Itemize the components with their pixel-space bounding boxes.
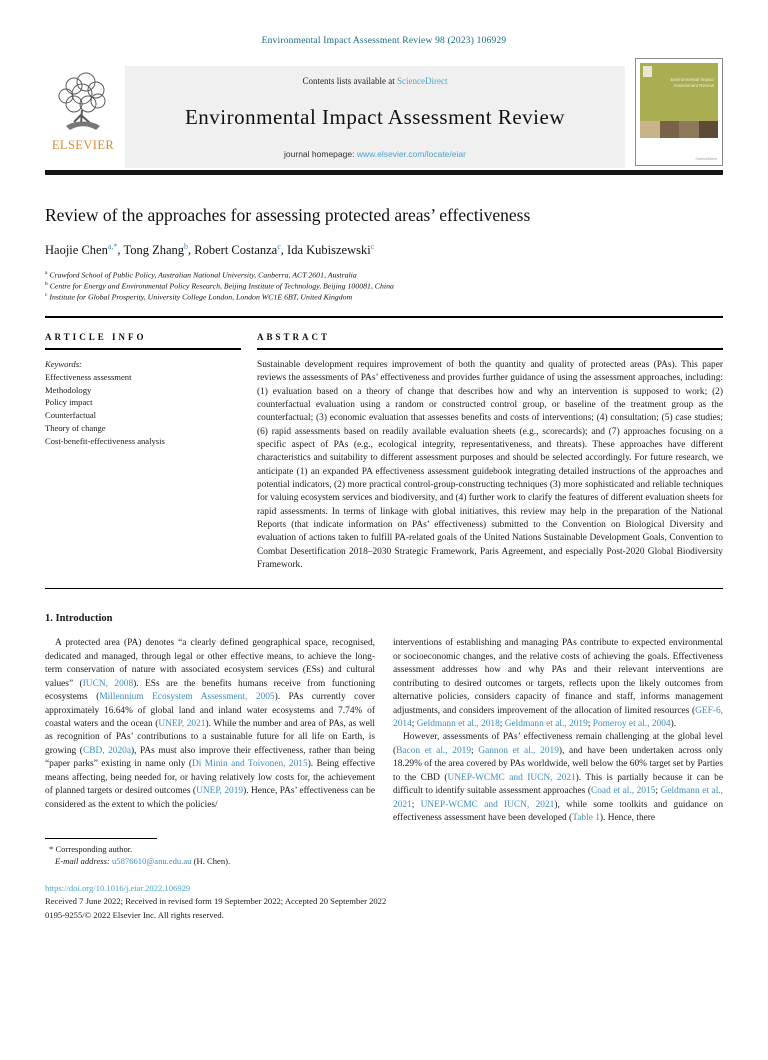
- citation-link[interactable]: Geldmann et al., 2018: [416, 718, 500, 729]
- text-segment: ). ESs are the benefits humans receive from functioning ecosystems (: [45, 678, 376, 703]
- keyword: Effectiveness assessment: [45, 371, 132, 382]
- text-segment: ;: [499, 718, 505, 729]
- author: [287, 243, 374, 257]
- text-segment: However, assessments of PAs’ effectiveness remain challenging at the global level (: [393, 732, 723, 756]
- keywords-block: [45, 358, 257, 448]
- affiliation: $^b$ Centre for Energy and Environmental Policy Research, Beijing Institute of Technology, Beijing 100081, China: [45, 280, 394, 291]
- journal-masthead: [45, 66, 723, 168]
- citation-link[interactable]: Millennium Ecosystem Assessment, 2005: [99, 692, 275, 703]
- author: [194, 243, 287, 257]
- article-info-column: [45, 332, 257, 572]
- author-affiliation-sup[interactable]: c: [277, 242, 281, 251]
- masthead-divider-bar: [45, 170, 723, 175]
- cover-top-panel: [640, 63, 718, 121]
- text-segment: ), and have been undertaken across only 18.29% of the area covered by PAs worldwide, well below the 60% target set by Parties to the CBD (: [393, 745, 724, 783]
- text-segment: ;: [655, 786, 661, 797]
- section-divider-bottom: [45, 588, 723, 589]
- masthead-box: [125, 66, 625, 168]
- cover-publisher-mark-icon: [643, 66, 652, 77]
- affiliation: $^a$ Crawford School of Public Policy, Australian National University, Canberra, ACT 2601, Australia: [45, 270, 357, 280]
- text-segment: A protected area (PA) denotes “a clearly defined geographical space, recognised, dedicated and managed, through legal or other effective means, to achieve the long-term conservation of nature with associated ecosystem services (ESs) and cultural values” (: [45, 638, 375, 689]
- author-name: Ida Kubiszewski: [287, 243, 371, 258]
- text-segment: ;: [587, 718, 593, 729]
- journal-title: Environmental Impact Assessment Review: [184, 105, 565, 129]
- contents-line: [133, 76, 617, 86]
- text-segment: ). Hence, PAs’ effectiveness can be considered as the extent to which the policies/: [45, 786, 375, 810]
- cover-bottom-panel: [640, 138, 718, 162]
- cover-title: Environmental Impact Assessment Review: [670, 77, 714, 88]
- intro-paragraph: [393, 637, 723, 731]
- info-abstract-section: [45, 318, 723, 588]
- journal-homepage-link[interactable]: www.elsevier.com/locate/eiar: [356, 149, 466, 159]
- keyword: Policy impact: [45, 397, 93, 408]
- citation-link[interactable]: Di Minin and Toivonen, 2015: [192, 759, 308, 770]
- email-line: [45, 855, 375, 867]
- citation-link[interactable]: CBD, 2020a: [82, 745, 132, 756]
- text-segment: ). While the number and area of PAs, as well as recognition of PAs’ contributions to a sustainable future for all life on Earth, is growing (: [45, 718, 375, 756]
- elsevier-wordmark: ELSEVIER: [51, 138, 115, 152]
- intro-paragraph: [393, 731, 723, 825]
- citation-link[interactable]: UNEP, 2019: [196, 786, 244, 797]
- affiliation-list: [45, 270, 723, 302]
- sciencedirect-link[interactable]: ScienceDirect: [397, 76, 448, 86]
- citation-link[interactable]: IUCN, 2008: [82, 678, 134, 689]
- author-name: Haojie Chen: [45, 243, 108, 258]
- author-name: Robert Costanza: [194, 243, 278, 258]
- text-segment: ). Being effective means affecting, being needed for, or having relatively low costs for, the achievement of planned targets or desired outcomes (: [45, 759, 375, 797]
- citation-link[interactable]: GEF-6, 2014: [393, 705, 723, 729]
- text-segment: ).: [670, 718, 677, 729]
- doi-link[interactable]: https://doi.org/10.1016/j.eiar.2022.106929: [45, 882, 191, 893]
- article-footer: [45, 882, 723, 922]
- homepage-prefix: journal homepage:: [284, 149, 357, 159]
- contents-prefix: Contents lists available at: [302, 76, 397, 86]
- elsevier-tree-icon: [52, 70, 114, 136]
- text-segment: ;: [411, 799, 421, 810]
- author: [45, 243, 123, 257]
- citation-link[interactable]: Geldmann et al., 2021: [393, 786, 723, 810]
- text-segment: ). This is partially because it can be difficult to identify suitable assessment approaches (: [393, 772, 723, 797]
- citation-link[interactable]: UNEP-WCMC and IUCN, 2021: [420, 799, 555, 810]
- text-segment: E-mail address:: [55, 856, 112, 867]
- text-segment: ). PAs currently cover approximately 16.64% of global land and inland water ecosystems and 7.74% of coastal waters and the ocean (: [45, 692, 375, 729]
- citation-link[interactable]: UNEP, 2021: [158, 718, 206, 729]
- article-info-rule: [45, 348, 241, 350]
- corresponding-author-text: Corresponding author.: [55, 844, 133, 854]
- citation-link[interactable]: UNEP-WCMC and IUCN, 2021: [447, 772, 576, 783]
- text-segment: ), PAs must also improve their effectiveness, rather than being “paper parks” existing in name only (: [45, 745, 375, 770]
- elsevier-logo: [45, 66, 121, 168]
- body-column-right: [393, 637, 723, 868]
- citation-link[interactable]: Pomeroy et al., 2004: [592, 718, 671, 729]
- abstract-text: Sustainable development requires improvement of both the quantity and quality of protected areas (PAs). This paper reviews the assessments of PAs’ effectiveness and provides further guidance of using the assessment approaches, including: (1) evaluation based on a theory of change that describes how and why an intervention is supposed to work; (2) counterfactual evaluation using a random or constructed control group, or baseline of the treatment group as the counterfactual; (3) economic evaluation that assesses benefits and costs of interventions; (4) consultation; (5) case studies; (6) rapid assessments based on readily available evaluation sheets (e.g., scorecards); and (7) approaches focusing on a specific aspect of PAs (e.g., ecological integrity, representativeness, and threats). These approaches have different characteristics and suitability to different assessment purposes and should be selected accordingly. For future research, we anticipate (1) an expanded PA effectiveness assessment guidebook integrating detailed instructions of the approaches and potential indicators, (2) more practical control-group-constructing techniques (3) more sophisticated and reliable techniques for valuing ecosystem services and biodiversity, and (4) further work to clarify the features of different evaluation sheets for rapid assessments. In terms of linkage with global initiatives, this review may help in the preparation of the National Reports (that indicate information on PAs’ effectiveness) submitted to the Convention on Biological Diversity and evaluation of actions taken to fulfill PA-related goals of the United Nations Sustainable Development Goals, Convention to Combat Desertification 2018–2030 Strategic Framework, Paris Agreement, and especially Post-2020 Global Biodiversity Framework.: [257, 359, 723, 570]
- citation-link[interactable]: Gannon et al., 2019: [478, 745, 559, 756]
- cover-footer-mark: ScienceDirect: [695, 157, 717, 161]
- author-affiliation-sup[interactable]: a,*: [107, 242, 118, 251]
- received-dates: Received 7 June 2022; Received in revised form 19 September 2022; Accepted 20 September 2022: [45, 896, 387, 907]
- copyright-line: 0195-9255/© 2022 Elsevier Inc. All rights reserved.: [45, 909, 224, 920]
- text-segment: ;: [411, 718, 417, 729]
- page-title: Review of the approaches for assessing protected areas’ effectiveness: [45, 205, 531, 225]
- article-page: [0, 36, 768, 922]
- text-segment: ). Hence, there: [599, 813, 656, 823]
- body-column-left: [45, 637, 375, 868]
- author: [123, 243, 194, 257]
- citation-link[interactable]: Geldmann et al., 2019: [504, 718, 588, 729]
- running-head-journal-link[interactable]: Environmental Impact Assessment Review 98 (2023) 106929: [261, 36, 507, 46]
- text-segment: ), while some toolkits and guidance on effectiveness assessment have been developed (: [393, 799, 724, 823]
- abstract-column: [257, 332, 723, 572]
- section-heading-introduction: 1. Introduction: [45, 613, 113, 625]
- citation-link[interactable]: Table 1: [572, 813, 600, 823]
- text-segment: ;: [471, 745, 479, 756]
- citation-link[interactable]: u5876610@anu.edu.au: [111, 856, 192, 867]
- footnote-star: *: [49, 844, 54, 854]
- citation-link[interactable]: Coad et al., 2015: [590, 786, 656, 797]
- author-list: [45, 242, 723, 258]
- article-info-heading: ARTICLE INFO: [45, 332, 147, 343]
- journal-cover-thumbnail: [635, 58, 723, 166]
- text-segment: (H. Chen).: [191, 856, 231, 867]
- keyword: Theory of change: [45, 423, 106, 434]
- abstract-heading: ABSTRACT: [257, 332, 331, 343]
- homepage-line: [133, 149, 617, 159]
- author-name: Tong Zhang: [123, 243, 185, 258]
- citation-link[interactable]: Bacon et al., 2019: [396, 745, 472, 756]
- keyword: Counterfactual: [45, 410, 97, 421]
- cover-photo-strip: [640, 121, 718, 138]
- affiliation: $^c$ Institute for Global Prosperity, University College London, London WC1E 6BT, United Kingdom: [45, 291, 353, 302]
- keywords-label: Keywords:: [45, 358, 82, 369]
- author-affiliation-sup[interactable]: b: [184, 242, 189, 251]
- author-affiliation-sup[interactable]: c: [370, 242, 375, 251]
- intro-paragraph: [45, 637, 375, 812]
- keyword: Methodology: [45, 384, 92, 395]
- keyword: Cost-benefit-effectiveness analysis: [45, 436, 165, 447]
- body-columns: [45, 637, 723, 868]
- text-segment: interventions of establishing and managing PAs contribute to expected environmental or socioeconomic changes, and the relative costs of achieving the goals. Effectiveness assessment addresses how and why PAs and their relevant interventions are contributing to desired outcomes or targets, reflects upon the likely outcomes from alternative policies, considers capacity of finance and staff, informs management adjustments, and considers improvement of the allocation of limited resources (: [393, 638, 723, 716]
- footnote-rule: [45, 838, 157, 839]
- abstract-rule: [257, 348, 723, 350]
- corresponding-author-footnote: [45, 838, 375, 868]
